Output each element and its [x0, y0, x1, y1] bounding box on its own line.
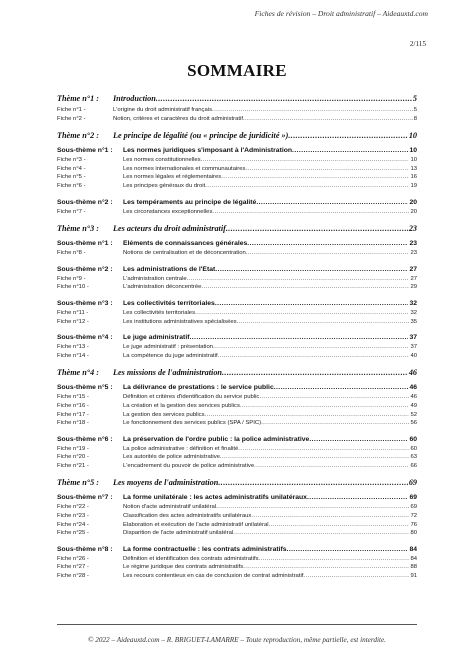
entry-label: Fiche n°12 - — [57, 318, 89, 325]
entry-page-number: 46 — [409, 384, 417, 392]
entry-title: La création et la gestion des services publics — [123, 402, 240, 409]
toc-theme-entry[interactable] — [57, 224, 417, 235]
entry-label: Fiche n°8 - — [57, 250, 86, 257]
entry-label: Sous-thème n°1 : — [57, 147, 113, 155]
toc-sous-theme-entry[interactable] — [57, 240, 417, 250]
dot-leader — [259, 394, 409, 400]
entry-label: Sous-thème n°5 : — [57, 384, 113, 392]
entry-label: Fiche n°24 - — [57, 521, 89, 528]
dot-leader — [215, 300, 409, 307]
entry-label: Fiche n°5 - — [57, 174, 86, 181]
toc-theme-entry[interactable] — [57, 94, 417, 105]
dot-leader — [309, 436, 408, 443]
entry-label: Fiche n°16 - — [57, 402, 89, 409]
entry-page-number: 37 — [410, 344, 417, 351]
entry-title: Les moyens de l'administration — [113, 478, 219, 488]
toc-fiche-entry[interactable] — [57, 564, 417, 573]
dot-leader — [292, 147, 408, 154]
table-of-contents — [57, 94, 417, 582]
entry-label: Sous-thème n°1 : — [57, 240, 113, 248]
entry-page-number: 5 — [413, 107, 417, 113]
dot-leader — [216, 504, 409, 510]
dot-leader — [220, 454, 410, 460]
toc-fiche-entry[interactable] — [57, 284, 417, 293]
entry-label: Fiche n°14 - — [57, 352, 89, 359]
entry-page-number: 56 — [410, 420, 417, 427]
entry-title: La délivrance de prestations : le service public — [123, 384, 274, 392]
entry-page-number: 29 — [410, 284, 417, 291]
entry-page-number: 52 — [410, 411, 417, 418]
entry-page-number: 5 — [412, 94, 417, 103]
toc-fiche-entry[interactable] — [57, 412, 417, 421]
entry-label: Fiche n°26 - — [57, 555, 89, 562]
entry-title: L'origine du droit administratif français — [113, 107, 213, 113]
page-number: 2/115 — [409, 40, 426, 48]
toc-sous-theme-entry[interactable] — [57, 436, 417, 446]
entry-title: Disparition de l'acte administratif unilatéral — [123, 530, 234, 537]
entry-page-number: 37 — [409, 334, 417, 342]
toc-fiche-entry[interactable] — [57, 522, 417, 531]
entry-label: Fiche n°23 - — [57, 513, 89, 520]
dot-leader — [243, 564, 409, 570]
toc-fiche-entry[interactable] — [57, 174, 417, 183]
entry-label: Fiche n°28 - — [57, 573, 89, 580]
toc-fiche-entry[interactable] — [57, 463, 417, 472]
toc-sous-theme-entry[interactable] — [57, 300, 417, 310]
entry-page-number: 27 — [409, 265, 417, 273]
entry-label: Fiche n°2 - — [57, 115, 86, 122]
entry-title: L'encadrement du pouvoir de police administrative — [123, 462, 255, 469]
dot-leader — [201, 157, 410, 163]
toc-fiche-entry[interactable] — [57, 513, 417, 522]
toc-sous-theme-entry[interactable] — [57, 266, 417, 276]
entry-page-number: 10 — [408, 131, 417, 141]
toc-fiche-entry[interactable] — [57, 107, 417, 116]
dot-leader — [256, 199, 408, 206]
entry-label: Thème n°1 : — [57, 94, 99, 103]
entry-title: La compétence du juge administratif — [123, 352, 218, 359]
entry-label: Thème n°3 : — [57, 224, 99, 234]
entry-label: Fiche n°9 - — [57, 275, 86, 282]
entry-page-number: 8 — [413, 115, 417, 122]
toc-fiche-entry[interactable] — [57, 530, 417, 539]
entry-page-number: 23 — [409, 240, 417, 248]
entry-title: Les acteurs du droit administratif — [113, 224, 226, 234]
toc-sous-theme-entry[interactable] — [57, 199, 417, 209]
entry-page-number: 88 — [410, 564, 417, 571]
entry-label: Sous-thème n°3 : — [57, 299, 113, 307]
entry-page-number: 46 — [408, 368, 417, 378]
entry-title: Le principe de légalité (ou « principe de juridicité ») — [113, 131, 289, 141]
entry-label: Sous-thème n°7 : — [57, 494, 113, 502]
entry-label: Fiche n°25 - — [57, 530, 89, 537]
entry-page-number: 20 — [409, 198, 417, 206]
entry-page-number: 23 — [410, 250, 417, 257]
entry-label: Fiche n°27 - — [57, 564, 89, 571]
entry-title: Les normes constitutionnelles — [123, 157, 201, 164]
entry-page-number: 35 — [410, 318, 417, 325]
dot-leader — [237, 319, 410, 325]
dot-leader — [201, 284, 409, 290]
page-title: SOMMAIRE — [187, 61, 287, 80]
entry-label: Thème n°4 : — [57, 368, 99, 378]
entry-page-number: 80 — [410, 530, 417, 537]
toc-fiche-entry[interactable] — [57, 276, 417, 285]
entry-label: Sous-thème n°6 : — [57, 435, 113, 443]
entry-label: Fiche n°17 - — [57, 411, 89, 418]
dot-leader — [233, 530, 409, 536]
entry-page-number: 27 — [410, 275, 417, 282]
entry-page-number: 60 — [409, 435, 417, 443]
dot-leader — [156, 94, 412, 103]
entry-label: Fiche n°6 - — [57, 182, 86, 189]
dot-leader — [269, 522, 410, 528]
entry-label: Fiche n°20 - — [57, 454, 89, 461]
dot-leader — [218, 353, 410, 359]
dot-leader — [221, 174, 409, 180]
entry-title: Les missions de l'administration — [113, 368, 222, 378]
entry-page-number: 69 — [409, 494, 417, 502]
dot-leader — [215, 266, 408, 273]
entry-title: Élaboration et exécution de l'acte administratif unilatéral — [123, 521, 269, 528]
dot-leader — [238, 446, 409, 452]
entry-label: Fiche n°21 - — [57, 462, 89, 469]
entry-page-number: 84 — [410, 555, 417, 562]
toc-fiche-entry[interactable] — [57, 504, 417, 513]
entry-title: Classification des actes administratifs unilatéraux — [123, 513, 252, 520]
entry-page-number: 91 — [410, 573, 417, 580]
entry-title: Le juge administratif : présentation — [123, 344, 214, 351]
entry-label: Sous-thème n°4 : — [57, 334, 113, 342]
entry-title: La gestion des services publics — [123, 411, 205, 418]
entry-page-number: 16 — [410, 174, 417, 181]
entry-title: Éléments de connaissances générales — [123, 240, 248, 248]
entry-title: Les autorités de police administrative — [123, 454, 220, 461]
entry-page-number: 32 — [409, 299, 417, 307]
entry-title: Les collectivités territoriales — [123, 309, 196, 316]
running-header: Fiches de révision – Droit administratif – Aideauxtd.com — [254, 9, 428, 18]
dot-leader — [205, 412, 410, 418]
dot-leader — [222, 368, 408, 377]
dot-leader — [307, 494, 408, 501]
toc-fiche-entry[interactable] — [57, 116, 417, 125]
toc-fiche-entry[interactable] — [57, 556, 417, 565]
toc-fiche-entry[interactable] — [57, 319, 417, 328]
entry-title: Les principes généraux du droit — [123, 182, 206, 189]
toc-fiche-entry[interactable] — [57, 420, 417, 429]
entry-title: Les circonstances exceptionnelles — [123, 208, 213, 215]
entry-title: Le fonctionnement des services publics (SPA / SPIC) — [123, 420, 262, 427]
entry-title: Les collectivités territoriales — [123, 299, 215, 307]
entry-label: Fiche n°10 - — [57, 284, 89, 291]
entry-title: Les tempéraments au principe de légalité — [123, 198, 257, 206]
entry-title: Les normes internationales et communautaires — [123, 165, 246, 172]
toc-theme-entry[interactable] — [57, 131, 417, 142]
toc-sous-theme-entry[interactable] — [57, 384, 417, 394]
toc-fiche-entry[interactable] — [57, 394, 417, 403]
dot-leader — [246, 250, 410, 256]
entry-title: L'administration déconcentrée — [123, 284, 202, 291]
entry-label: Sous-thème n°2 : — [57, 265, 113, 273]
entry-label: Sous-thème n°8 : — [57, 545, 113, 553]
entry-page-number: 60 — [410, 445, 417, 452]
entry-label: Fiche n°7 - — [57, 208, 86, 215]
toc-fiche-entry[interactable] — [57, 183, 417, 192]
entry-title: Le régime juridique des contrats administratifs — [123, 564, 244, 571]
entry-label: Fiche n°4 - — [57, 165, 86, 172]
toc-theme-entry[interactable] — [57, 368, 417, 379]
entry-label: Thème n°2 : — [57, 131, 99, 141]
dot-leader — [303, 573, 409, 579]
entry-label: Fiche n°22 - — [57, 504, 89, 511]
dot-leader — [288, 131, 407, 140]
dot-leader — [212, 209, 409, 215]
footer-divider — [57, 624, 417, 625]
entry-page-number: 69 — [410, 504, 417, 511]
entry-title: Les institutions administratives spécialisées — [123, 318, 237, 325]
dot-leader — [287, 546, 409, 553]
entry-title: Notion d'acte administratif unilatéral — [123, 504, 217, 511]
entry-title: Définition et critères d'identification du service public — [123, 394, 260, 401]
toc-sous-theme-entry[interactable] — [57, 546, 417, 556]
entry-title: Notions de centralisation et de déconcentration — [123, 250, 246, 257]
entry-page-number: 10 — [410, 157, 417, 164]
dot-leader — [226, 224, 408, 233]
dot-leader — [247, 240, 408, 247]
entry-page-number: 72 — [410, 513, 417, 520]
entry-title: Les administrations de l'État — [123, 265, 216, 273]
dot-leader — [205, 183, 409, 189]
entry-page-number: 46 — [410, 394, 417, 401]
toc-fiche-entry[interactable] — [57, 250, 417, 259]
entry-page-number: 10 — [409, 147, 417, 155]
entry-label: Sous-thème n°2 : — [57, 198, 113, 206]
dot-leader — [259, 556, 410, 562]
entry-label: Fiche n°1 - — [57, 107, 86, 113]
dot-leader — [243, 116, 413, 122]
toc-fiche-entry[interactable] — [57, 403, 417, 412]
toc-sous-theme-entry[interactable] — [57, 147, 417, 157]
entry-label: Fiche n°19 - — [57, 445, 89, 452]
entry-label: Fiche n°11 - — [57, 309, 89, 316]
dot-leader — [245, 166, 409, 172]
entry-title: Les normes légales et réglementaires — [123, 174, 222, 181]
dot-leader — [187, 276, 410, 282]
toc-fiche-entry[interactable] — [57, 454, 417, 463]
toc-fiche-entry[interactable] — [57, 446, 417, 455]
entry-page-number: 84 — [409, 545, 417, 553]
dot-leader — [195, 310, 409, 316]
entry-page-number: 32 — [410, 309, 417, 316]
entry-title: L'administration centrale — [123, 275, 187, 282]
toc-fiche-entry[interactable] — [57, 166, 417, 175]
dot-leader — [189, 334, 408, 341]
entry-page-number: 63 — [410, 454, 417, 461]
entry-page-number: 13 — [410, 165, 417, 172]
toc-fiche-entry[interactable] — [57, 209, 417, 218]
entry-label: Fiche n°18 - — [57, 420, 89, 427]
dot-leader — [218, 478, 408, 487]
dot-leader — [254, 463, 409, 469]
dot-leader — [212, 107, 413, 113]
dot-leader — [251, 513, 409, 519]
dot-leader — [261, 420, 409, 426]
entry-title: Introduction — [113, 94, 156, 103]
entry-title: Notion, critères et caractères du droit administratif — [113, 115, 243, 122]
toc-theme-entry[interactable] — [57, 478, 417, 489]
entry-page-number: 23 — [408, 224, 417, 234]
entry-title: La forme unilatérale : les actes administratifs unilatéraux — [123, 494, 307, 502]
dot-leader — [240, 403, 410, 409]
entry-label: Fiche n°13 - — [57, 344, 89, 351]
entry-label: Fiche n°3 - — [57, 157, 86, 164]
entry-title: Les recours contentieux en cas de conclusion de contrat administratif — [123, 573, 304, 580]
toc-fiche-entry[interactable] — [57, 353, 417, 362]
entry-label: Fiche n°15 - — [57, 394, 89, 401]
entry-page-number: 49 — [410, 402, 417, 409]
entry-title: Le juge administratif — [123, 334, 190, 342]
entry-title: La police administrative : définition et finalité — [123, 445, 239, 452]
toc-sous-theme-entry[interactable] — [57, 494, 417, 504]
toc-fiche-entry[interactable] — [57, 573, 417, 582]
entry-title: Définition et identification des contrats administratifs — [123, 555, 259, 562]
entry-page-number: 20 — [410, 208, 417, 215]
entry-page-number: 40 — [410, 352, 417, 359]
toc-fiche-entry[interactable] — [57, 310, 417, 319]
toc-fiche-entry[interactable] — [57, 344, 417, 353]
footer-copyright: © 2022 – Aideauxtd.com – R. BRIGUET-LAMARRE – Toute reproduction, même partielle, est interdite. — [88, 636, 386, 644]
toc-fiche-entry[interactable] — [57, 157, 417, 166]
entry-label: Thème n°5 : — [57, 478, 99, 488]
entry-page-number: 69 — [408, 478, 417, 488]
entry-title: La forme contractuelle : les contrats administratifs — [123, 545, 287, 553]
entry-page-number: 76 — [410, 521, 417, 528]
toc-sous-theme-entry[interactable] — [57, 334, 417, 344]
entry-title: Les normes juridiques s'imposant à l'Administration — [123, 147, 293, 155]
entry-title: La préservation de l'ordre public : la police administrative — [123, 435, 310, 443]
entry-page-number: 19 — [410, 182, 417, 189]
dot-leader — [274, 384, 409, 391]
dot-leader — [213, 344, 409, 350]
entry-page-number: 66 — [410, 462, 417, 469]
